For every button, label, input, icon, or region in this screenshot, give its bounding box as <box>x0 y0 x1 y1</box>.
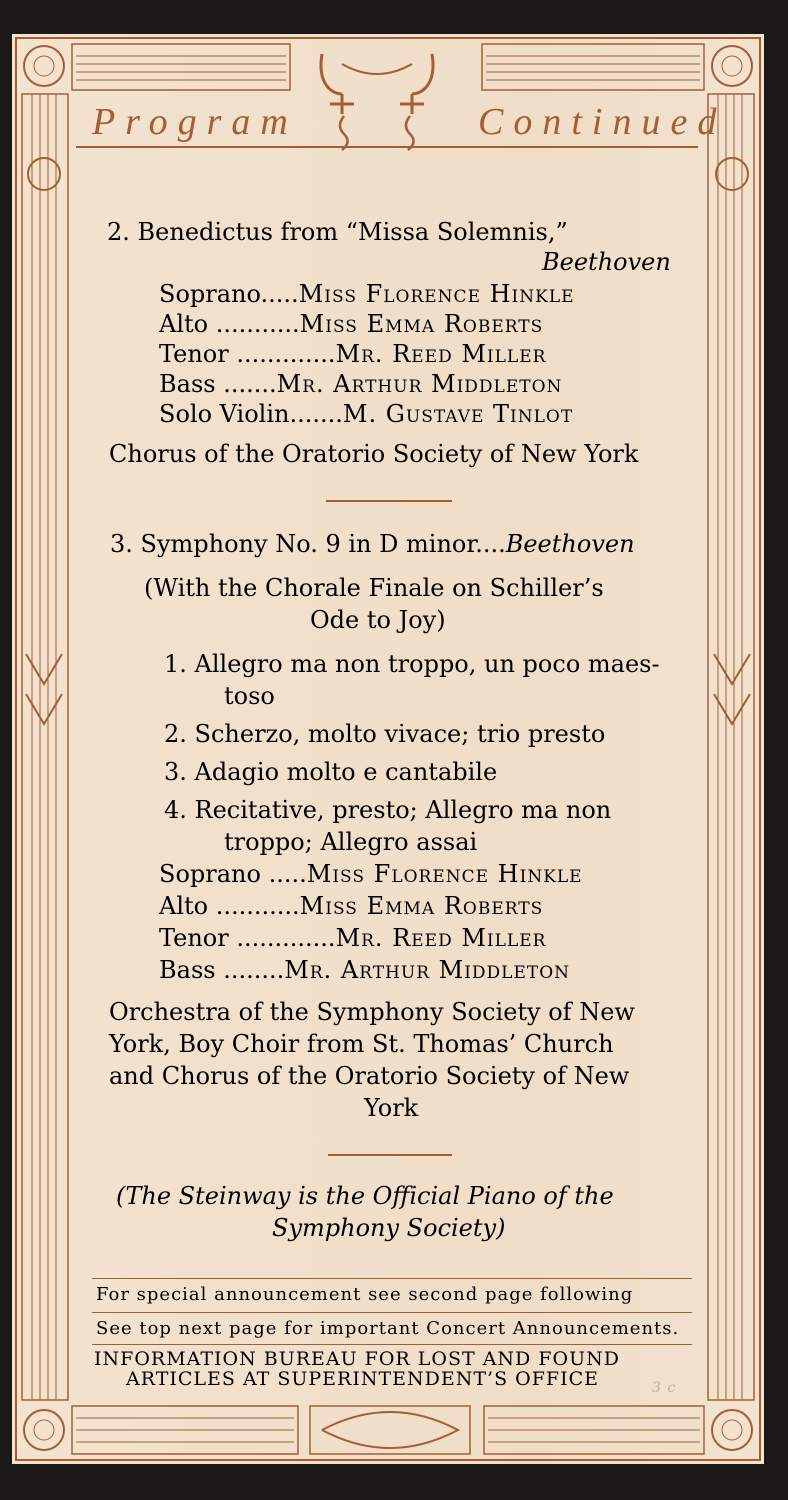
item2-title: 2. Benedictus from “Missa Solemnis,” <box>107 218 568 246</box>
header-program: Program <box>92 101 298 143</box>
item2-performer-tenor: Tenor .............Mr. Reed Miller <box>159 340 547 368</box>
ensemble-line3: and Chorus of the Oratorio Society of New <box>109 1062 630 1090</box>
movement-2: 2. Scherzo, molto vivace; trio presto <box>164 720 606 748</box>
item3-title: 3. Symphony No. 9 in D minor....Beethoven <box>110 530 635 558</box>
header-continued: Continued <box>478 101 727 143</box>
item2-chorus: Chorus of the Oratorio Society of New York <box>109 440 639 468</box>
item2-performer-soprano: Soprano.....Miss Florence Hinkle <box>159 280 575 308</box>
separator-rule-2 <box>328 1154 452 1156</box>
footer-bureau-line2: ARTICLES AT SUPERINTENDENT’S OFFICE <box>126 1368 599 1390</box>
program-card <box>12 34 764 1464</box>
item2-performer-bass: Bass .......Mr. Arthur Middleton <box>159 370 563 398</box>
item3-note-line2: Ode to Joy) <box>310 606 446 634</box>
item3-performer-alto: Alto ...........Miss Emma Roberts <box>159 892 544 920</box>
handwritten-mark: 3 c <box>652 1380 677 1396</box>
movement-1: 1. Allegro ma non troppo, un poco maes- <box>164 650 660 678</box>
footer-announcement1: For special announcement see second page following <box>96 1284 634 1305</box>
item3-performer-bass: Bass ........Mr. Arthur Middleton <box>159 956 571 984</box>
movement-4-cont: troppo; Allegro assai <box>224 828 478 856</box>
movement-3: 3. Adagio molto e cantabile <box>164 758 498 786</box>
movement-4: 4. Recitative, presto; Allegro ma non <box>164 796 612 824</box>
piano-note-line2: Symphony Society) <box>272 1214 506 1242</box>
separator-rule <box>326 500 452 502</box>
footer-rule-mid <box>92 1312 692 1313</box>
footer-rule-low <box>92 1344 692 1345</box>
item3-performer-tenor: Tenor .............Mr. Reed Miller <box>159 924 547 952</box>
ensemble-line2: York, Boy Choir from St. Thomas’ Church <box>109 1030 614 1058</box>
item2-performer-alto: Alto ...........Miss Emma Roberts <box>159 310 544 338</box>
movement-1-cont: toso <box>224 682 275 710</box>
footer-announcement2: See top next page for important Concert Announcements. <box>96 1318 680 1339</box>
item3-performer-soprano: Soprano .....Miss Florence Hinkle <box>159 860 583 888</box>
piano-note-line1: (The Steinway is the Official Piano of the <box>116 1182 614 1210</box>
ensemble-line1: Orchestra of the Symphony Society of New <box>109 998 635 1026</box>
item2-performer-violin: Solo Violin.......M. Gustave Tinlot <box>159 400 574 428</box>
item2-composer: Beethoven <box>542 248 671 276</box>
header-rule <box>76 146 698 148</box>
footer-bureau-line1: INFORMATION BUREAU FOR LOST AND FOUND <box>94 1348 620 1370</box>
item3-note-line1: (With the Chorale Finale on Schiller’s <box>144 574 604 602</box>
ensemble-line4: York <box>364 1094 419 1122</box>
footer-rule-top <box>92 1278 692 1279</box>
